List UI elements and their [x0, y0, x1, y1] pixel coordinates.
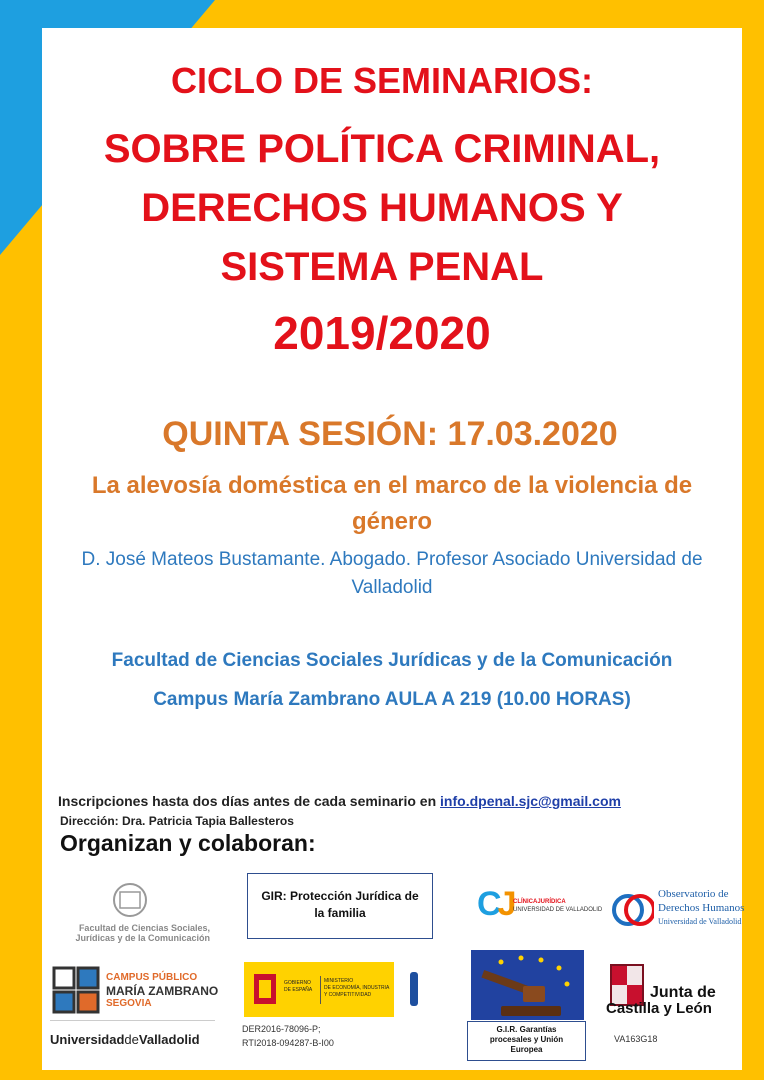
email-link[interactable]: info.dpenal.sjc@gmail.com: [440, 793, 621, 809]
campus-line-3: SEGOVIA: [106, 998, 152, 1009]
observatorio-logo: [612, 886, 744, 936]
session-heading: QUINTA SESIÓN: 17.03.2020: [162, 415, 618, 453]
campus-grid-icon: [52, 966, 102, 1016]
clinica-juridica-logo: [477, 885, 603, 930]
gobierno-line-1: GOBIERNO: [284, 980, 311, 986]
venue-faculty: Facultad de Ciencias Sociales Jurídicas y de la Comunicación: [111, 650, 673, 671]
ministerio-logo: [244, 962, 434, 1017]
registration-label: Inscripciones hasta dos días antes de cada seminario en: [58, 793, 437, 809]
ministerio-line-3: Y COMPETITIVIDAD: [324, 992, 372, 998]
observatorio-line-2: Derechos Humanos: [658, 902, 745, 914]
speaker-line-2: Valladolid: [351, 577, 433, 598]
gir-garantias-box: [467, 1021, 586, 1061]
facultad-name-2: Jurídicas y de la Comunicación: [75, 933, 210, 943]
campus-zambrano-logo: [50, 962, 220, 1052]
venue-campus: Campus María Zambrano AULA A 219 (10.00 HORAS): [153, 689, 631, 710]
registration-text: [58, 793, 621, 809]
junta-code: VA163G18: [614, 1034, 658, 1044]
junta-line-2: Castilla y León: [606, 1000, 712, 1017]
direction-text: Dirección: Dra. Patricia Tapia Ballesteros: [60, 814, 294, 828]
clinica-text-2: UNIVERSIDAD DE VALLADOLID: [513, 907, 603, 913]
title-line-1: CICLO DE SEMINARIOS:: [170, 60, 593, 101]
junta-castilla-leon-logo: [604, 960, 744, 1020]
organizers-heading: Organizan y colaboran:: [60, 830, 316, 856]
ministerio-line-2: DE ECONOMÍA, INDUSTRIA: [324, 985, 390, 991]
campus-divider: [50, 1020, 215, 1021]
campus-line-2: MARÍA ZAMBRANO: [106, 984, 219, 998]
agencia-emblem-icon: [394, 962, 434, 1017]
campus-line-1: CAMPUS PÚBLICO: [106, 972, 198, 983]
eu-flag-gavel-icon: [471, 950, 584, 1020]
gir-garantias-line-3: Europea: [510, 1045, 543, 1054]
observatorio-line-1: Observatorio de: [658, 888, 729, 900]
clinica-text-1: CLÍNICAJURÍDICA: [513, 899, 566, 905]
gir-familia-box: [247, 873, 433, 939]
project-code-2: RTI2018-094287-B-I00: [242, 1038, 334, 1048]
title-line-2: SOBRE POLÍTICA CRIMINAL,: [103, 127, 661, 171]
uva-wordmark: UniversidaddeValladolid: [50, 1032, 200, 1047]
speaker-line-1: D. José Mateos Bustamante. Abogado. Profesor Asociado Universidad de: [81, 549, 703, 570]
session-topic-line-1: La alevosía doméstica en el marco de la violencia de: [91, 472, 693, 499]
observatorio-line-3: Universidad de Valladolid: [658, 917, 742, 926]
facultad-name-1: Facultad de Ciencias Sociales,: [78, 923, 210, 933]
cj-mark-icon: CJ: [477, 885, 513, 923]
title-line-3: DERECHOS HUMANOS Y: [141, 186, 623, 230]
ministerio-divider: [320, 976, 321, 1004]
gir-familia-line-1: GIR: Protección Jurídica de: [261, 889, 419, 903]
facultad-crest-icon: [50, 878, 210, 918]
title-line-4: SISTEMA PENAL: [220, 245, 544, 289]
spain-shield-icon: [250, 970, 280, 1010]
gobierno-line-2: DE ESPAÑA: [284, 987, 313, 993]
gir-familia-line-2: la familia: [314, 906, 366, 920]
session-topic-line-2: género: [351, 508, 432, 535]
gir-garantias-line-2: procesales y Unión: [489, 1035, 564, 1044]
facultad-logo: [50, 878, 210, 948]
gir-garantias-line-1: G.I.R. Garantías: [496, 1025, 557, 1034]
junta-line-1: Junta de: [650, 984, 716, 1001]
eu-gavel-image: [471, 950, 584, 1020]
ministerio-line-1: MINISTERIO: [324, 978, 354, 984]
title-year: 2019/2020: [273, 307, 491, 359]
observatorio-mark-icon: [612, 888, 654, 932]
project-code-1: DER2016-78096-P;: [242, 1024, 321, 1034]
